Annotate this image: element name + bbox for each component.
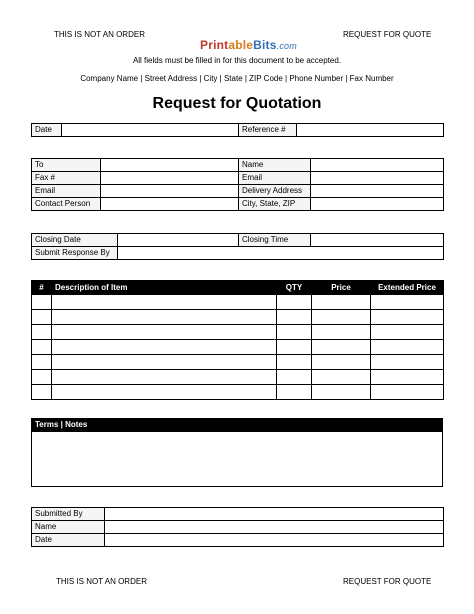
item-price-cell[interactable] bbox=[312, 355, 371, 370]
item-row bbox=[32, 295, 444, 310]
delivery-address-label: Delivery Address bbox=[239, 185, 311, 198]
terms-notes-area[interactable] bbox=[31, 431, 443, 487]
fax-field[interactable] bbox=[101, 172, 239, 185]
item-price-cell[interactable] bbox=[312, 385, 371, 400]
contact-person-field[interactable] bbox=[101, 198, 239, 211]
closing-time-field[interactable] bbox=[311, 234, 444, 247]
item-qty-cell[interactable] bbox=[277, 385, 312, 400]
item-description-cell[interactable] bbox=[52, 295, 277, 310]
reference-field[interactable] bbox=[297, 124, 444, 137]
item-qty-cell[interactable] bbox=[277, 355, 312, 370]
company-info-line: Company Name | Street Address | City | State | ZIP Code | Phone Number | Fax Number bbox=[80, 74, 394, 83]
closing-time-label: Closing Time bbox=[239, 234, 311, 247]
item-description-cell[interactable] bbox=[52, 355, 277, 370]
items-table bbox=[31, 280, 444, 400]
item-row bbox=[32, 370, 444, 385]
submitted-by-field[interactable] bbox=[105, 508, 444, 521]
page-title: Request for Quotation bbox=[152, 95, 322, 112]
items-body bbox=[32, 295, 444, 400]
email-field-left[interactable] bbox=[101, 185, 239, 198]
email-label-right: Email bbox=[239, 172, 311, 185]
reference-label: Reference # bbox=[239, 124, 297, 137]
closing-date-field[interactable] bbox=[118, 234, 239, 247]
item-price-cell[interactable] bbox=[312, 340, 371, 355]
item-extended-price-cell[interactable] bbox=[371, 295, 444, 310]
item-price-cell[interactable] bbox=[312, 325, 371, 340]
item-number-cell[interactable] bbox=[32, 385, 52, 400]
item-price-cell[interactable] bbox=[312, 310, 371, 325]
name-label: Name bbox=[239, 159, 311, 172]
to-label: To bbox=[32, 159, 101, 172]
city-state-zip-field[interactable] bbox=[311, 198, 444, 211]
item-extended-price-cell[interactable] bbox=[371, 355, 444, 370]
submitted-date-field[interactable] bbox=[105, 534, 444, 547]
item-row bbox=[32, 340, 444, 355]
to-field[interactable] bbox=[101, 159, 239, 172]
date-reference-table bbox=[31, 123, 444, 137]
item-extended-price-cell[interactable] bbox=[371, 370, 444, 385]
col-number-header: # bbox=[32, 281, 52, 295]
submit-response-by-field[interactable] bbox=[118, 247, 444, 260]
item-row bbox=[32, 355, 444, 370]
item-number-cell[interactable] bbox=[32, 340, 52, 355]
item-description-cell[interactable] bbox=[52, 385, 277, 400]
not-an-order-note: THIS IS NOT AN ORDER bbox=[54, 30, 145, 39]
col-price-header: Price bbox=[312, 281, 371, 295]
item-qty-cell[interactable] bbox=[277, 370, 312, 385]
item-price-cell[interactable] bbox=[312, 295, 371, 310]
item-description-cell[interactable] bbox=[52, 340, 277, 355]
submitted-name-field[interactable] bbox=[105, 521, 444, 534]
request-for-quote-note: REQUEST FOR QUOTE bbox=[343, 30, 432, 39]
city-state-zip-label: City, State, ZIP bbox=[239, 198, 311, 211]
item-number-cell[interactable] bbox=[32, 310, 52, 325]
col-qty-header: QTY bbox=[277, 281, 312, 295]
item-price-cell[interactable] bbox=[312, 370, 371, 385]
fax-label: Fax # bbox=[32, 172, 101, 185]
terms-notes-header: Terms | Notes bbox=[31, 418, 443, 431]
recipient-table bbox=[31, 158, 444, 211]
col-extended-price-header: Extended Price bbox=[371, 281, 444, 295]
item-number-cell[interactable] bbox=[32, 295, 52, 310]
submitted-by-label: Submitted By bbox=[32, 508, 105, 521]
date-label: Date bbox=[32, 124, 62, 137]
item-qty-cell[interactable] bbox=[277, 295, 312, 310]
submit-response-by-label: Submit Response By bbox=[32, 247, 118, 260]
item-qty-cell[interactable] bbox=[277, 310, 312, 325]
delivery-address-field[interactable] bbox=[311, 185, 444, 198]
submitted-table bbox=[31, 507, 444, 547]
item-number-cell[interactable] bbox=[32, 355, 52, 370]
fill-requirement-note: All fields must be filled in for this document to be accepted. bbox=[132, 56, 342, 65]
item-number-cell[interactable] bbox=[32, 325, 52, 340]
item-description-cell[interactable] bbox=[52, 370, 277, 385]
footer-request-for-quote-note: REQUEST FOR QUOTE bbox=[343, 577, 432, 586]
item-description-cell[interactable] bbox=[52, 310, 277, 325]
date-field[interactable] bbox=[62, 124, 239, 137]
item-row bbox=[32, 385, 444, 400]
item-number-cell[interactable] bbox=[32, 370, 52, 385]
submitted-name-label: Name bbox=[32, 521, 105, 534]
item-qty-cell[interactable] bbox=[277, 340, 312, 355]
closing-table bbox=[31, 233, 444, 260]
item-description-cell[interactable] bbox=[52, 325, 277, 340]
item-extended-price-cell[interactable] bbox=[371, 340, 444, 355]
email-label-left: Email bbox=[32, 185, 101, 198]
footer-not-an-order-note: THIS IS NOT AN ORDER bbox=[56, 577, 147, 586]
item-extended-price-cell[interactable] bbox=[371, 385, 444, 400]
email-field-right[interactable] bbox=[311, 172, 444, 185]
col-description-header: Description of Item bbox=[52, 281, 277, 295]
item-row bbox=[32, 325, 444, 340]
submitted-date-label: Date bbox=[32, 534, 105, 547]
name-field[interactable] bbox=[311, 159, 444, 172]
item-row bbox=[32, 310, 444, 325]
item-qty-cell[interactable] bbox=[277, 325, 312, 340]
printablebits-logo: PrintableBits.com bbox=[200, 38, 297, 52]
contact-person-label: Contact Person bbox=[32, 198, 101, 211]
item-extended-price-cell[interactable] bbox=[371, 325, 444, 340]
closing-date-label: Closing Date bbox=[32, 234, 118, 247]
item-extended-price-cell[interactable] bbox=[371, 310, 444, 325]
